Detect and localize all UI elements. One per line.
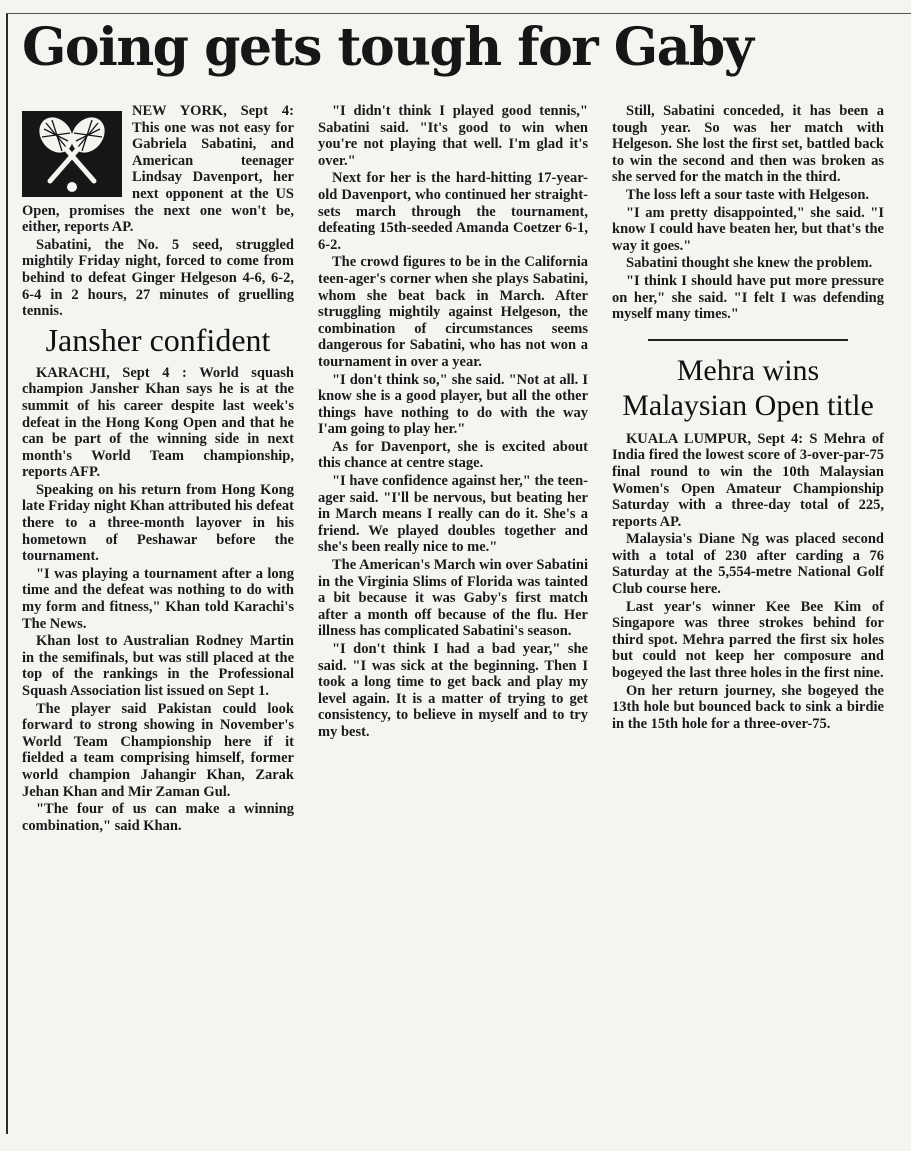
gaby-paragraph: Sabatini thought she knew the problem. [626,255,873,272]
column-3 [612,103,884,733]
headline: Going gets tough for Gaby [22,17,753,78]
tennis-racquets-icon [22,111,122,197]
gaby-paragraph: The loss left a sour taste with Helgeson. [626,186,870,203]
gaby-paragraph: "I am pretty disappointed," she said. "I know I could have beaten her, but that's the way it goes." [612,204,884,254]
mehra-dateline: KUALA LUMPUR, Sept 4: [626,430,804,447]
jansher-dateline: KARACHI, Sept 4 : [36,364,187,381]
jansher-paragraph: Khan lost to Australian Rodney Martin in the semifinals, but was still placed at the top of the rankings in the Professional Squash Association list issued on Sept 1. [22,633,294,699]
gaby-paragraph: NEW YORK, Sept 4: This one was not easy for Gabriela Sabatini, and American teenager Lindsay Davenport, her next opponent at the US Open, promises the next one won't be, either, reports AP. [22,103,294,236]
jansher-paragraph: "I was playing a tournament after a long time and the defeat was nothing to do with my form and fitness," Khan told Karachi's The News. [22,565,294,632]
mehra-paragraph: Malaysia's Diane Ng was placed second with a total of 230 after carding a 76 Saturday at the 5,554-metre National Golf Club course here. [612,531,884,598]
gaby-paragraph: "I think I should have put more pressure on her," she said. "I felt I was defending myself many times." [612,272,884,323]
jansher-paragraph: Speaking on his return from Hong Kong late Friday night Khan attributed his defeat there to a three-month layover in his hometown of Peshawar before the tournament. [22,481,294,565]
gaby-paragraph: Next for her is the hard-hitting 17-year-old Davenport, who continued her straight-sets march through the tournament, defeating 15th-seeded Amanda Coetzer 6-1, 6-2. [318,170,588,253]
clipping-edge-left [6,14,8,1134]
mehra-paragraph: KUALA LUMPUR, Sept 4: S Mehra of India fired the lowest score of 3-over-par-75 final round to win the 10th Malaysian Women's Open Amateur Championship Saturday with a three-day total of 225, reports AP. [612,430,884,530]
gaby-dateline: NEW YORK, Sept 4: [132,103,294,119]
jansher-paragraph: "The four of us can make a winning combination," said Khan. [22,801,294,834]
gaby-paragraph: "I don't think so," she said. "Not at all. I know she is a good player, but all the other things have nothing to do with the way I'am going to play her." [318,371,588,438]
gaby-paragraph: The American's March win over Sabatini in the Virginia Slims of Florida was tainted a bit because it was Gaby's first match after a month off because of the flu. Her illness has complicated Sabatini's season. [318,557,588,640]
section-divider [648,339,848,341]
gaby-paragraph: "I didn't think I played good tennis," Sabatini said. "It's good to win when you're not playing that well. I'm glad it's over." [318,103,588,169]
mehra-paragraph: Last year's winner Kee Bee Kim of Singapore was three strokes behind for third spot. Mehra parred the first six holes but could not keep her composure and bogeyed the last three holes in the first nine. [612,598,884,682]
gaby-paragraph: "I don't think I had a bad year," she said. "I was sick at the beginning. Then I took a long time to get back and play my level again. It is a matter of trying to get consistency, to believe in myself and to try my best. [318,641,588,740]
jansher-paragraph: KARACHI, Sept 4 : World squash champion Jansher Khan says he is at the summit of his career despite last week's defeat in the Hong Kong Open and that he can be part of the winning side in next month's World Team championship, reports AFP. [22,364,294,481]
gaby-paragraph: The crowd figures to be in the California teen-ager's corner when she plays Sabatini, whom she beat back in March. After struggling mightily against Helgeson, the combination of circumstances seems dangerous for Sabatini, who has not won a tournament in over a year. [318,254,588,370]
gaby-paragraph: As for Davenport, she is excited about this chance at centre stage. [318,438,588,472]
mehra-headline: Mehra wins Malaysian Open title [622,353,874,422]
gaby-paragraph: "I have confidence against her," the teen-ager said. "I'll be nervous, but beating her in March means I really can do it. She's a friend. We played doubles together and she's been really nice to me." [318,473,589,556]
gaby-paragraph: Sabatini, the No. 5 seed, struggled mightily Friday night, forced to come from behind to defeat Ginger Helgeson 4-6, 6-2, 6-4 in 2 hours, 27 minutes of gruelling tennis. [22,236,294,320]
mehra-paragraph: On her return journey, she bogeyed the 13th hole but bounced back to sink a birdie in the 15th hole for a three-over-75. [612,682,884,732]
column-2 [318,103,588,742]
gaby-paragraph: Still, Sabatini conceded, it has been a tough year. So was her match with Helgeson. She lost the first set, battled back to win the second and then was broken as she served for the match in the third. [612,103,884,186]
jansher-paragraph: The player said Pakistan could look forward to strong showing in November's World Team Championship here if it fielded a team comprising himself, former world champion Jahangir Khan, Zarak Jehan Khan and Mir Zaman Gul. [22,700,294,800]
jansher-headline: Jansher confident [45,321,271,358]
column-1 [22,103,294,835]
